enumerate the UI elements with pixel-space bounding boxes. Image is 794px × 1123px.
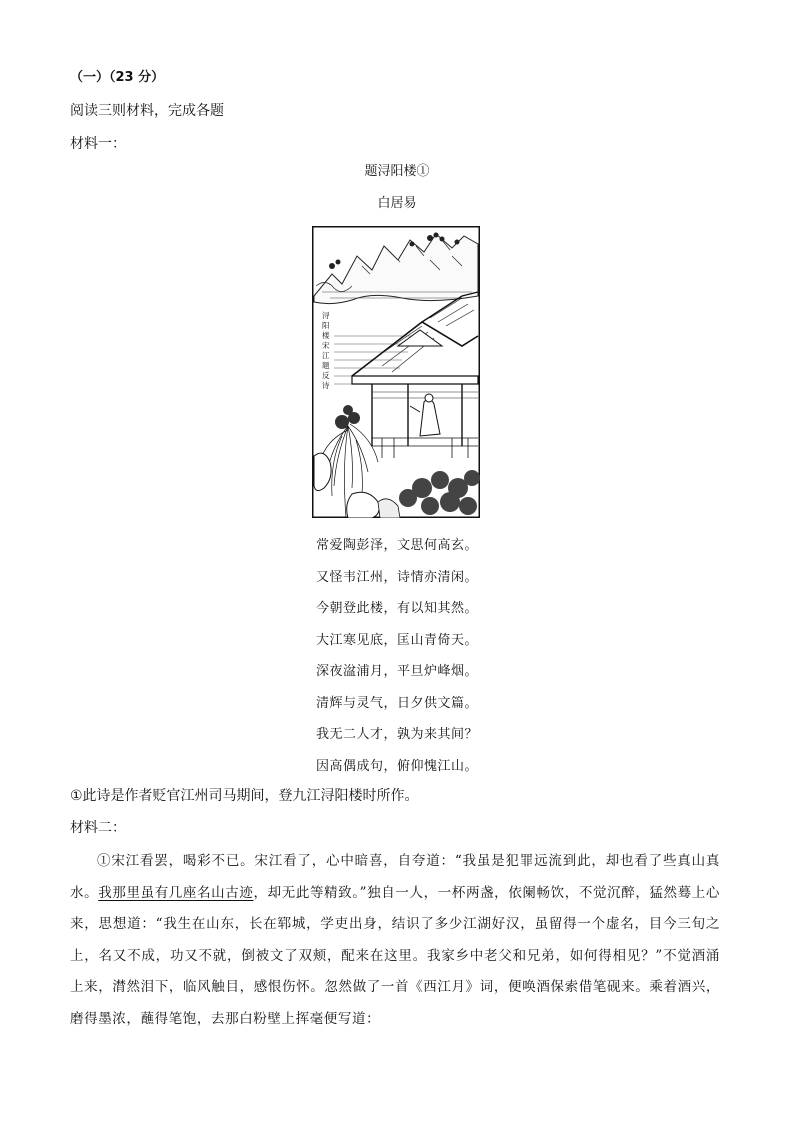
poem-line: 因高偶成句，俯仰愧江山。 [315, 758, 478, 774]
illustration-caption [322, 311, 330, 390]
svg-text:阳: 阳 [322, 321, 330, 330]
material-one-label: 材料一： [70, 136, 126, 152]
svg-text:题: 题 [322, 361, 330, 370]
paragraph-text-start: ①宋江看罢，喝彩不已。宋江看了，心中暗喜，自夸道：“我虽是犯罪远流到此，却也看了些真山真水。 [70, 853, 720, 901]
svg-text:诗: 诗 [322, 381, 330, 390]
svg-text:楼: 楼 [322, 331, 330, 340]
poem-line: 今朝登此楼，有以知其然。 [315, 601, 478, 616]
reading-instruction: 阅读三则材料，完成各题 [70, 103, 224, 119]
poem-author: 白居易 [377, 196, 417, 211]
svg-text:江: 江 [322, 351, 330, 360]
svg-text:反: 反 [322, 371, 330, 380]
poem-title: 题浔阳楼① [364, 164, 430, 179]
poem-line: 大江寒见底，匡山青倚天。 [315, 632, 478, 648]
paragraph-text-rest: ，却无此等精致。”独自一人，一杯两盏，依阑畅饮，不觉沉醉，猛然蓦上心来，思想道：“我生在山东，长在郓城，学吏出身，结识了多少江湖好汉，虽留得一个虚名，目今三旬之上，名又不成，功又不就，倒被文了双颊，配来在这里。我家乡中老父和兄弟，如何得相见？”不觉酒涌上来，潸然泪下，临风触目，感恨伤怀。忽然做了一首《西江月》词，便唤酒保索借笔砚来。乘着酒兴，磨得墨浓，蘸得笔饱，去那白粉壁上挥毫便写道： [70, 884, 720, 1027]
svg-text:宋: 宋 [322, 341, 330, 350]
woodblock-illustration [312, 226, 480, 518]
material-two-label: 材料二： [70, 820, 126, 836]
poem-line: 清辉与灵气，日夕供文篇。 [315, 695, 478, 711]
poem-line: 常爱陶彭泽，文思何高玄。 [315, 538, 478, 553]
poem-footnote: ①此诗是作者贬官江州司马期间，登九江浔阳楼时所作。 [70, 788, 419, 804]
underlined-sentence: 我那里虽有几座名山古迹 [98, 884, 254, 901]
poem-line: 深夜湓浦月，平旦炉峰烟。 [315, 664, 478, 679]
poem-line: 又怪韦江州，诗情亦清闲。 [315, 569, 478, 585]
poem-line: 我无二人才，孰为来其间？ [315, 727, 478, 742]
poem-body [0, 535, 794, 787]
material-two-paragraph [70, 846, 720, 1035]
section-heading: （一）（23 分） [70, 70, 165, 85]
svg-text:浔: 浔 [322, 311, 330, 320]
